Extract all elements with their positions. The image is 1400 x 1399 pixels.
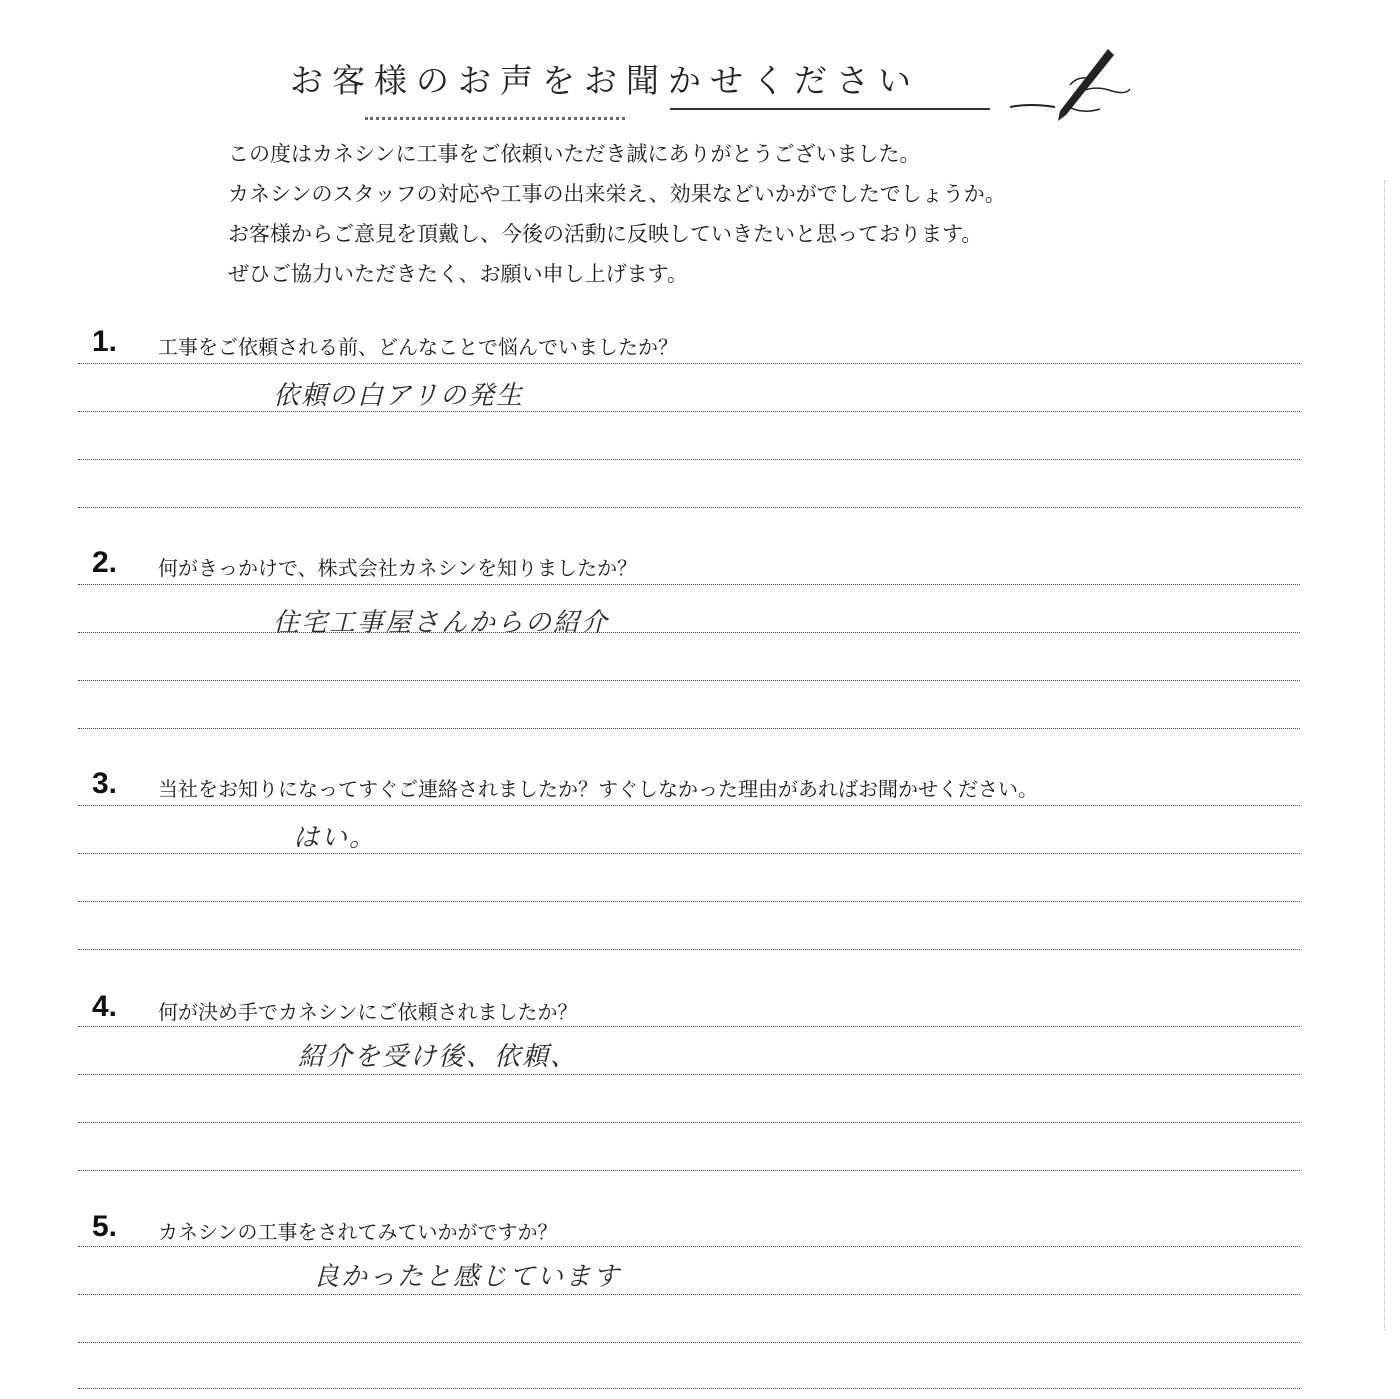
question-text: 何がきっかけで、株式会社カネシンを知りましたか？ bbox=[158, 556, 638, 580]
question-number: 1. bbox=[92, 325, 118, 358]
answer-line bbox=[78, 1246, 1300, 1247]
handwritten-answer: 住宅工事屋さんからの紹介 bbox=[273, 608, 610, 638]
title-underline bbox=[670, 108, 990, 110]
handwritten-answer: 良かったと感じています bbox=[313, 1262, 622, 1292]
page-title: お客様のお声をお聞かせください bbox=[290, 61, 920, 100]
intro-line: カネシンのスタッフの対応や工事の出来栄え、効果などいかがでしたでしょうか。 bbox=[228, 182, 1006, 206]
intro-line: お客様からご意見を頂戴し、今後の活動に反映していきたいと思っております。 bbox=[228, 222, 983, 246]
answer-line bbox=[78, 1342, 1300, 1343]
question-number: 3. bbox=[92, 767, 118, 800]
answer-line bbox=[78, 949, 1300, 950]
question-number: 2. bbox=[92, 546, 118, 579]
answer-line bbox=[78, 632, 1300, 633]
answer-line bbox=[78, 1074, 1300, 1075]
answer-line bbox=[78, 853, 1300, 854]
intro-line: ぜひご協力いただきたく、お願い申し上げます。 bbox=[228, 262, 688, 286]
answer-line bbox=[78, 363, 1300, 364]
handwritten-answer: はい。 bbox=[293, 823, 378, 853]
intro-line: この度はカネシンに工事をご依頼いただき誠にありがとうございました。 bbox=[228, 142, 921, 166]
answer-line bbox=[78, 584, 1300, 585]
scan-edge-line bbox=[1384, 180, 1385, 1330]
answer-line bbox=[78, 680, 1300, 681]
question-text: 当社をお知りになってすぐご連絡されましたか？すぐしなかった理由があればお聞かせください。 bbox=[158, 777, 1038, 801]
title-underline-dotted bbox=[365, 117, 625, 120]
answer-line bbox=[78, 1294, 1300, 1295]
question-number: 4. bbox=[92, 990, 118, 1023]
handwritten-answer: 紹介を受け後、依頼、 bbox=[298, 1042, 579, 1072]
answer-line bbox=[78, 507, 1300, 508]
pen-writing-icon bbox=[1000, 45, 1140, 130]
answer-line bbox=[78, 901, 1300, 902]
handwritten-answer: 依頼の白アリの発生 bbox=[273, 381, 524, 411]
answer-line bbox=[78, 411, 1300, 412]
answer-line bbox=[78, 1026, 1300, 1027]
answer-line bbox=[78, 459, 1300, 460]
question-number: 5. bbox=[92, 1210, 118, 1243]
answer-line bbox=[78, 1122, 1300, 1123]
question-text: 何が決め手でカネシンにご依頼されましたか？ bbox=[158, 1000, 578, 1024]
question-text: 工事をご依頼される前、どんなことで悩んでいましたか？ bbox=[158, 335, 678, 359]
answer-line bbox=[78, 728, 1300, 729]
intro-text bbox=[228, 134, 1006, 294]
answer-line bbox=[78, 1170, 1300, 1171]
answer-line bbox=[78, 1388, 1300, 1389]
question-text: カネシンの工事をされてみていかがですか？ bbox=[158, 1220, 558, 1244]
answer-line bbox=[78, 805, 1300, 806]
